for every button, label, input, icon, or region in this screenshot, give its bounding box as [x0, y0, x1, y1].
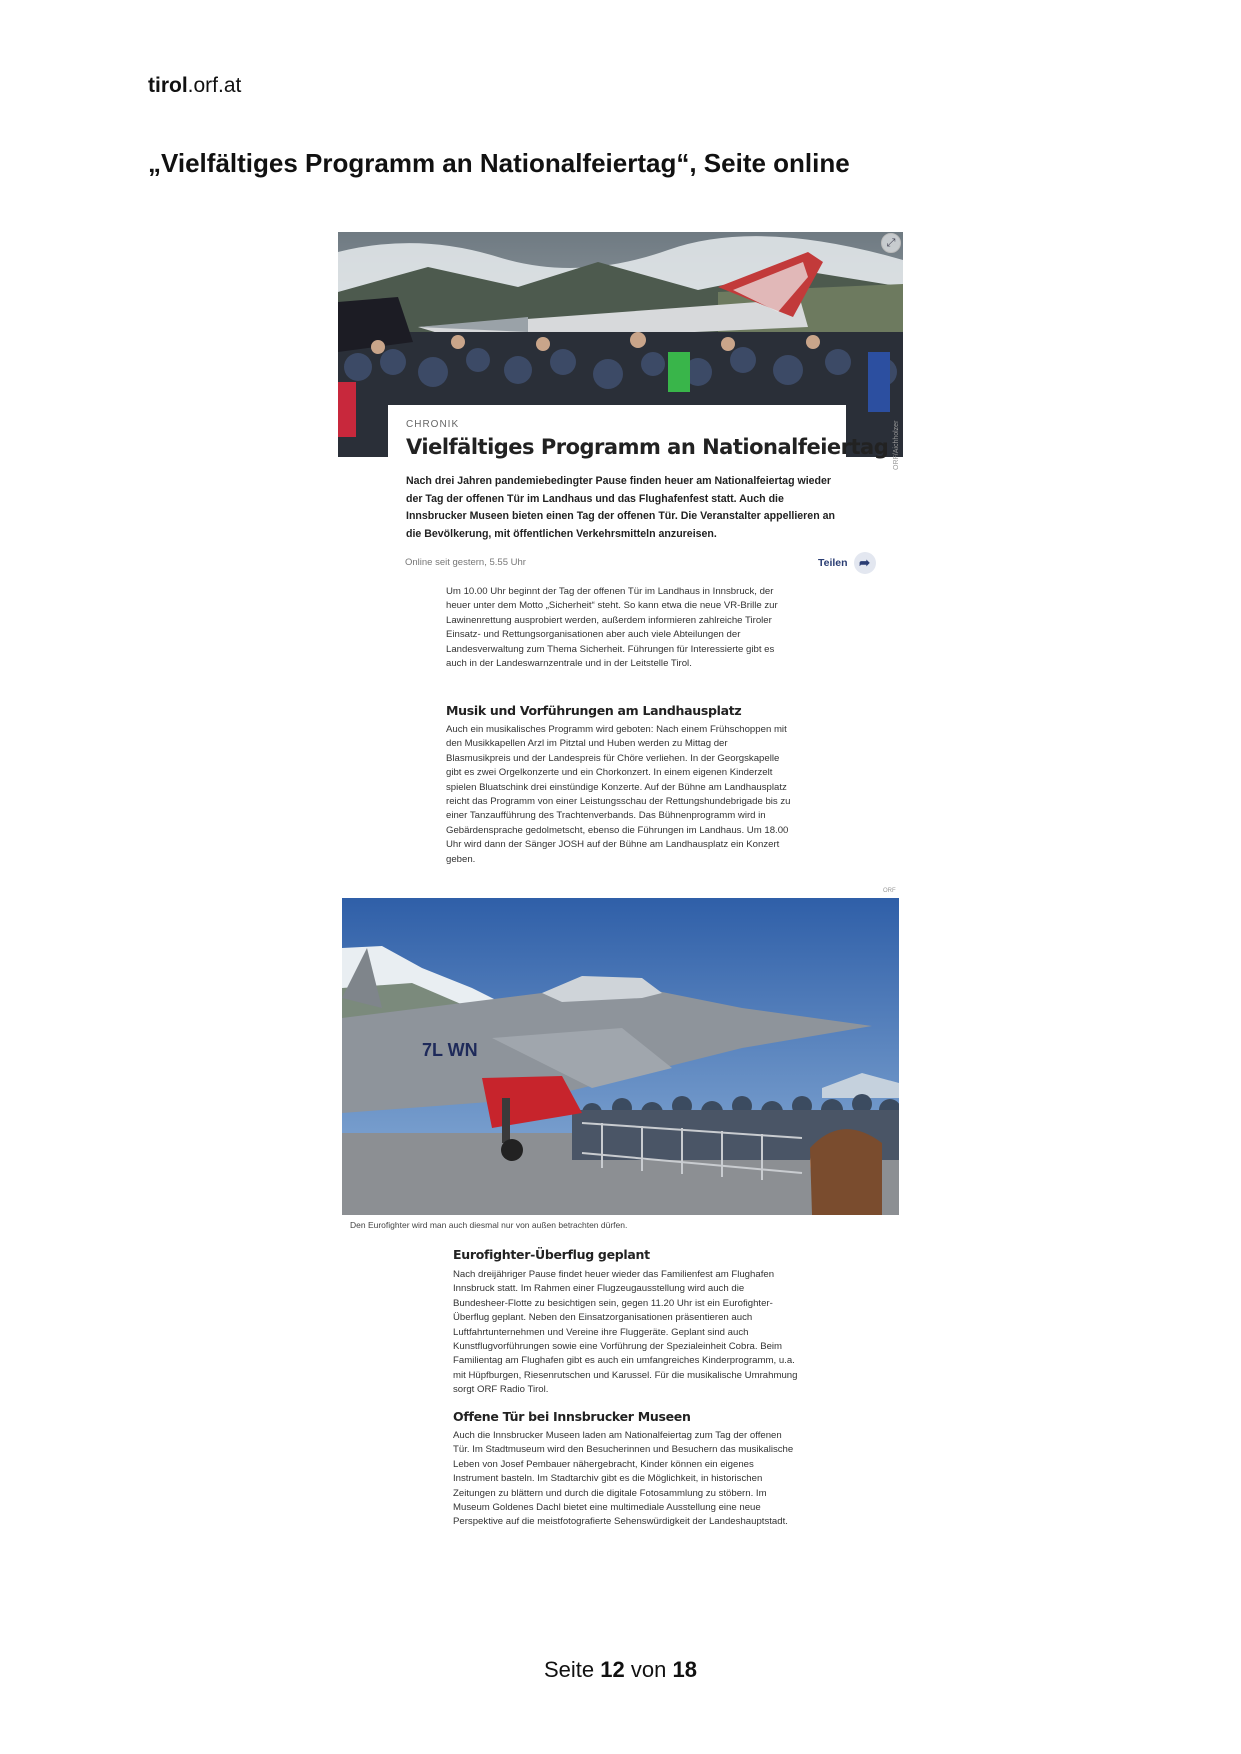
article-paragraph: Um 10.00 Uhr beginnt der Tag der offenen Tür im Landhaus in Innsbruck, der heuer unter dem Motto „Sicherheit“ steht. So kann etwa die neue VR-Brille zur Lawinenrettung ausprobiert werden, außerdem informieren zahlreiche Tiroler Einsatz- und Rettungsorganisationen aber auch viele Abteilungen der Landesverwaltung zum Thema Sicherheit. Führungen für Interessierte gibt es auch in der Landeswarnzentrale und in der Leitstelle Tirol.: [446, 586, 778, 670]
section-heading: Offene Tür bei Innsbrucker Museen: [453, 1409, 691, 1424]
document-title: „Vielfältiges Programm an Nationalfeiertag“, Seite online: [148, 148, 850, 178]
zoom-icon[interactable]: ⤢: [881, 233, 901, 253]
article-header-card: [388, 405, 889, 575]
article-paragraph: Nach dreijähriger Pause findet heuer wieder das Familienfest am Flughafen Innsbruck statt. Im Rahmen einer Flugzeugausstellung wird auch die Bundesheer-Flotte zu besichtigen sein, gegen 11.20 Uhr ist ein Eurofighter-Überflug geplant. Neben den Einsatzorganisationen präsentieren auch Luftfahrtunternehmen und Vereine ihre Fluggeräte. Geplant sind auch Kunstflugvorführungen sowie eine Vorführung der Spezialeinheit Cobra. Beim Familientag am Flughafen gibt es auch ein umfangreiches Kinderprogramm, u.a. mit Hüpfburgen, Riesenrutschen und Karussel. Für die musikalische Umrahmung sorgt ORF Radio Tirol.: [453, 1269, 798, 1396]
site-name: tirol.orf.at: [148, 74, 242, 97]
article-headline: Vielfältiges Programm an Nationalfeiertag: [406, 435, 889, 459]
article-dateline: Online seit gestern, 5.55 Uhr: [405, 557, 526, 568]
section-heading: Eurofighter-Überflug geplant: [453, 1247, 650, 1262]
section-heading: Musik und Vorführungen am Landhausplatz: [446, 703, 742, 718]
page-number: Seite 12 von 18: [544, 1657, 697, 1682]
photo-credit: ORF: [883, 888, 896, 894]
article-paragraph: Auch die Innsbrucker Museen laden am Nationalfeiertag zum Tag der offenen Tür. Im Stadtmuseum wird den Besucherinnen und Besuchern das musikalische Leben von Josef Pembauer nähergebracht, Kinder können ein eigenes Instrument basteln. Im Stadtarchiv gibt es die Möglichkeit, in historischen Zeitungen zu blättern und durch die digitale Fotosammlung zu stöbern. Im Museum Goldenes Dachl bietet eine multimediale Ausstellung eine neue Perspektive auf die meistfotografierte Sehenswürdigkeit der Landeshauptstadt.: [453, 1430, 794, 1528]
share-icon: ➦: [854, 552, 876, 574]
jet-marking: 7L WN: [422, 1040, 478, 1060]
share-button[interactable]: Teilen ➦: [818, 552, 876, 574]
article-paragraph: Auch ein musikalisches Programm wird geboten: Nach einem Frühschoppen mit den Musikkapellen Arzl im Pitztal und Huben werden zu Mittag der Blasmusikpreis und der Landespreis für Chöre verliehen. In der Georgskapelle gibt es zwei Orgelkonzerte und ein Chorkonzert. In einem eigenen Kinderzelt spielen Bluatschink drei einstündige Konzerte. Auf der Bühne am Landhausplatz reicht das Programm von einer Leistungsschau der Rettungshundebrigade bis zu einer Tanzaufführung des Trachtenverbands. Das Bühnenprogramm wird in Gebärdensprache gedolmetscht, ebenso die Führungen im Landhaus. Um 18.00 Uhr wird dann der Sänger JOSH auf der Bühne am Landhausplatz ein Konzert geben.: [446, 724, 791, 865]
article-lead: Nach drei Jahren pandemiebedingter Pause finden heuer am Nationalfeiertag wieder der Tag der offenen Tür im Landhaus und das Flughafenfest statt. Auch die Innsbrucker Museen bieten einen Tag der offenen Tür. Die Veranstalter appellieren an die Bevölkerung, mit öffentlichen Verkehrsmitteln anzureisen.: [406, 475, 835, 540]
eurofighter-photo: [342, 898, 899, 1215]
photo-caption: Den Eurofighter wird man auch diesmal nur von außen betrachten dürfen.: [350, 1220, 628, 1230]
category-kicker: CHRONIK: [406, 419, 460, 430]
image-credit: ORF/Aichholzer: [893, 420, 900, 470]
